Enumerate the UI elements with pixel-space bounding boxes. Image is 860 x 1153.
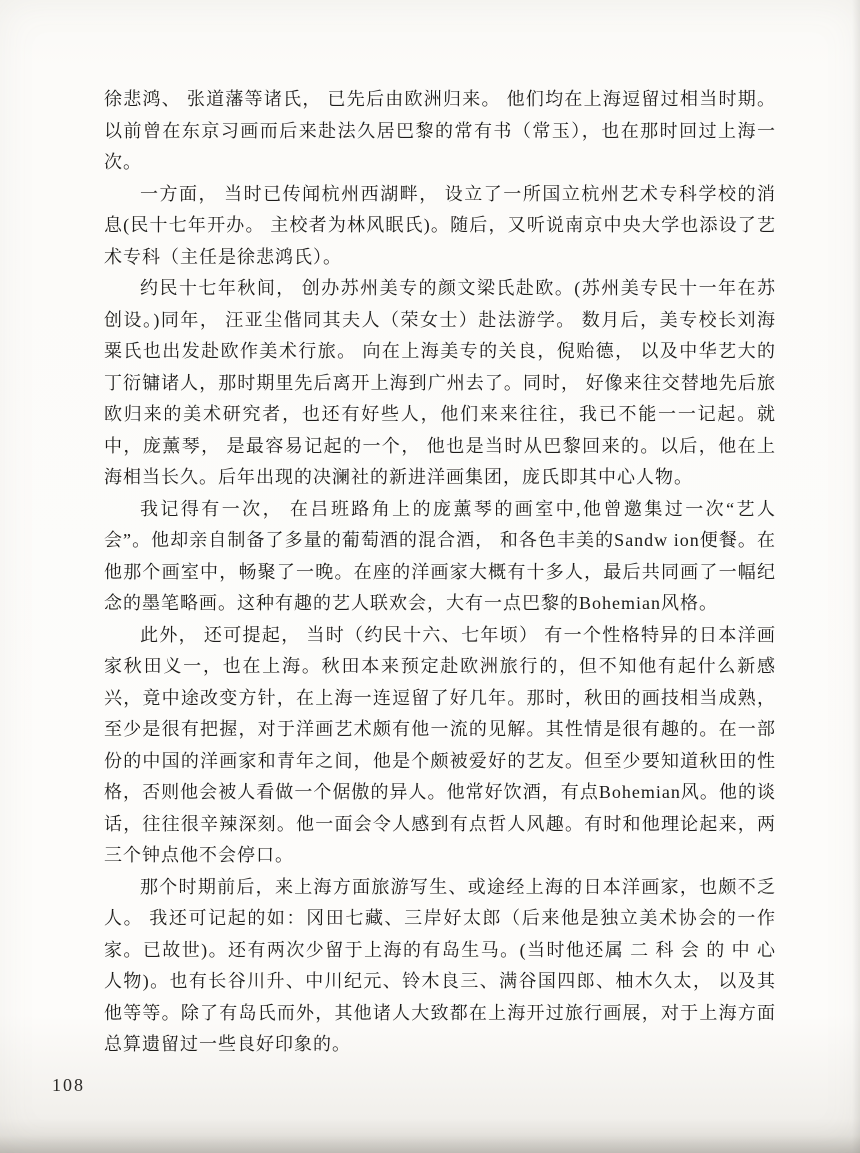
paragraph: 约民十七年秋间， 创办苏州美专的颜文梁氏赴欧。(苏州美专民十一年在苏创设。)同年， 汪亚尘偕同其夫人（荣女士）赴法游学。 数月后，美专校长刘海粟氏也出发赴欧作美术行旅。 向在上海美专的关良，倪贻德， 以及中华艺大的丁衍镛诸人，那时期里先后离开上海到广州去了。同时， 好像来往交替地先后旅欧归来的美术研究者，也还有好些人，他们来来往往，我已不能一一记起。就中，庞薰琴， 是最容易记起的一个， 他也是当时从巴黎回来的。以后，他在上海相当长久。后年出现的决澜社的新进洋画集团，庞氏即其中心人物。 — [104, 278, 776, 487]
paragraph: 我记得有一次， 在吕班路角上的庞薰琴的画室中,他曾邀集过一次“艺人会”。他却亲自制备了多量的葡萄酒的混合酒， 和各色丰美的Sandw ion便餐。在他那个画室中，畅聚了一晚。在座的洋画家大概有十多人，最后共同画了一幅纪念的墨笔略画。这种有趣的艺人联欢会，大有一点巴黎的Bohemian风格。 — [104, 498, 776, 613]
paragraph: 一方面， 当时已传闻杭州西湖畔， 设立了一所国立杭州艺术专科学校的消息(民十七年开办。 主校者为林风眠氏)。随后，又听说南京中央大学也添设了艺术专科（主任是徐悲鸿氏）。 — [104, 183, 776, 267]
paragraph: 徐悲鸿、 张道藩等诸氏， 已先后由欧洲归来。 他们均在上海逗留过相当时期。 以前曾在东京习画而后来赴法久居巴黎的常有书（常玉），也在那时回过上海一次。 — [104, 89, 776, 172]
paragraph: 此外， 还可提起， 当时（约民十六、七年顷） 有一个性格特异的日本洋画家秋田义一，也在上海。秋田本来预定赴欧洲旅行的，但不知他有起什么新感兴，竟中途改变方针，在上海一连逗留了好几年。那时，秋田的画技相当成熟，至少是很有把握，对于洋画艺术颇有他一流的见解。其性情是很有趣的。在一部份的中国的洋画家和青年之间，他是个颇被爱好的艺友。但至少要知道秋田的性格，否则他会被人看做一个倨傲的异人。他常好饮酒，有点Bohemian风。他的谈话，往往很辛辣深刻。他一面会令人感到有点哲人风趣。有时和他理论起来，两三个钟点他不会停口。 — [104, 624, 776, 865]
scan-edge-shadow-right — [852, 0, 860, 1153]
scan-edge-shadow-bottom — [0, 1135, 860, 1153]
paragraph: 那个时期前后，来上海方面旅游写生、或途经上海的日本洋画家，也颇不乏人。 我还可记起的如：冈田七藏、三岸好太郎（后来他是独立美术协会的一作家。已故世)。还有两次少留于上海的有岛生马。(当时他还属 二 科 会 的 中 心人物)。也有长谷川升、中川纪元、铃木良三、满谷国四郎、柚木久太， 以及其他等等。除了有岛氏而外，其他诸人大致都在上海开过旅行画展，对于上海方面总算遗留过一些良好印象的。 — [104, 876, 776, 1054]
page-body-text — [104, 84, 776, 1061]
page-number: 108 — [52, 1075, 85, 1095]
